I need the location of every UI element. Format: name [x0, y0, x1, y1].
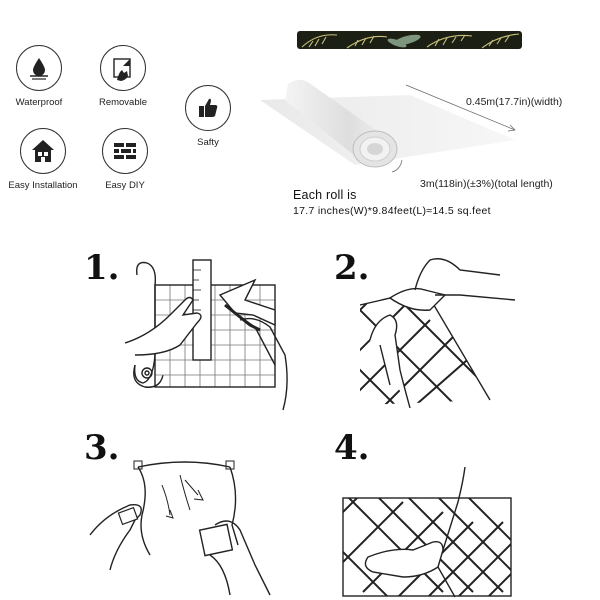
feature-label: Easy Installation	[8, 180, 78, 191]
feature-label: Removable	[98, 97, 148, 108]
step-2-peel-backing-illustration	[350, 250, 520, 410]
step-2-number: 2.	[334, 248, 370, 288]
step-3-number: 3.	[84, 428, 120, 468]
brick-wall-icon	[102, 128, 148, 174]
feature-label: Safty	[197, 137, 219, 148]
thumbs-up-icon	[185, 85, 231, 131]
wallpaper-pattern-swatch	[297, 31, 522, 49]
feature-label: Easy DIY	[105, 180, 145, 191]
step-1-number: 1.	[84, 248, 120, 288]
step-4-number: 4.	[334, 428, 370, 468]
feature-label: Waterproof	[15, 97, 63, 108]
step-3-apply-wall-illustration	[90, 455, 270, 600]
peel-hand-icon	[100, 45, 146, 91]
roll-info	[293, 188, 491, 217]
wallpaper-roll-illustration	[240, 70, 530, 180]
feature-waterproof	[0, 45, 84, 108]
feature-removable	[78, 45, 168, 108]
roll-info-detail: 17.7 inches(W)*9.84feet(L)≈14.5 sq.feet	[293, 205, 491, 217]
width-spec: 0.45m(17.7in)(width)	[466, 96, 563, 108]
feature-easy-diy	[80, 128, 170, 191]
feature-easy-installation	[0, 128, 88, 191]
length-spec: 3m(118in)(±3%)(total length)	[420, 178, 553, 190]
house-icon	[20, 128, 66, 174]
water-drop-icon	[16, 45, 62, 91]
roll-info-title: Each roll is	[293, 188, 357, 202]
step-1-measure-cut-illustration	[125, 255, 295, 415]
step-4-smooth-illustration	[343, 462, 513, 597]
